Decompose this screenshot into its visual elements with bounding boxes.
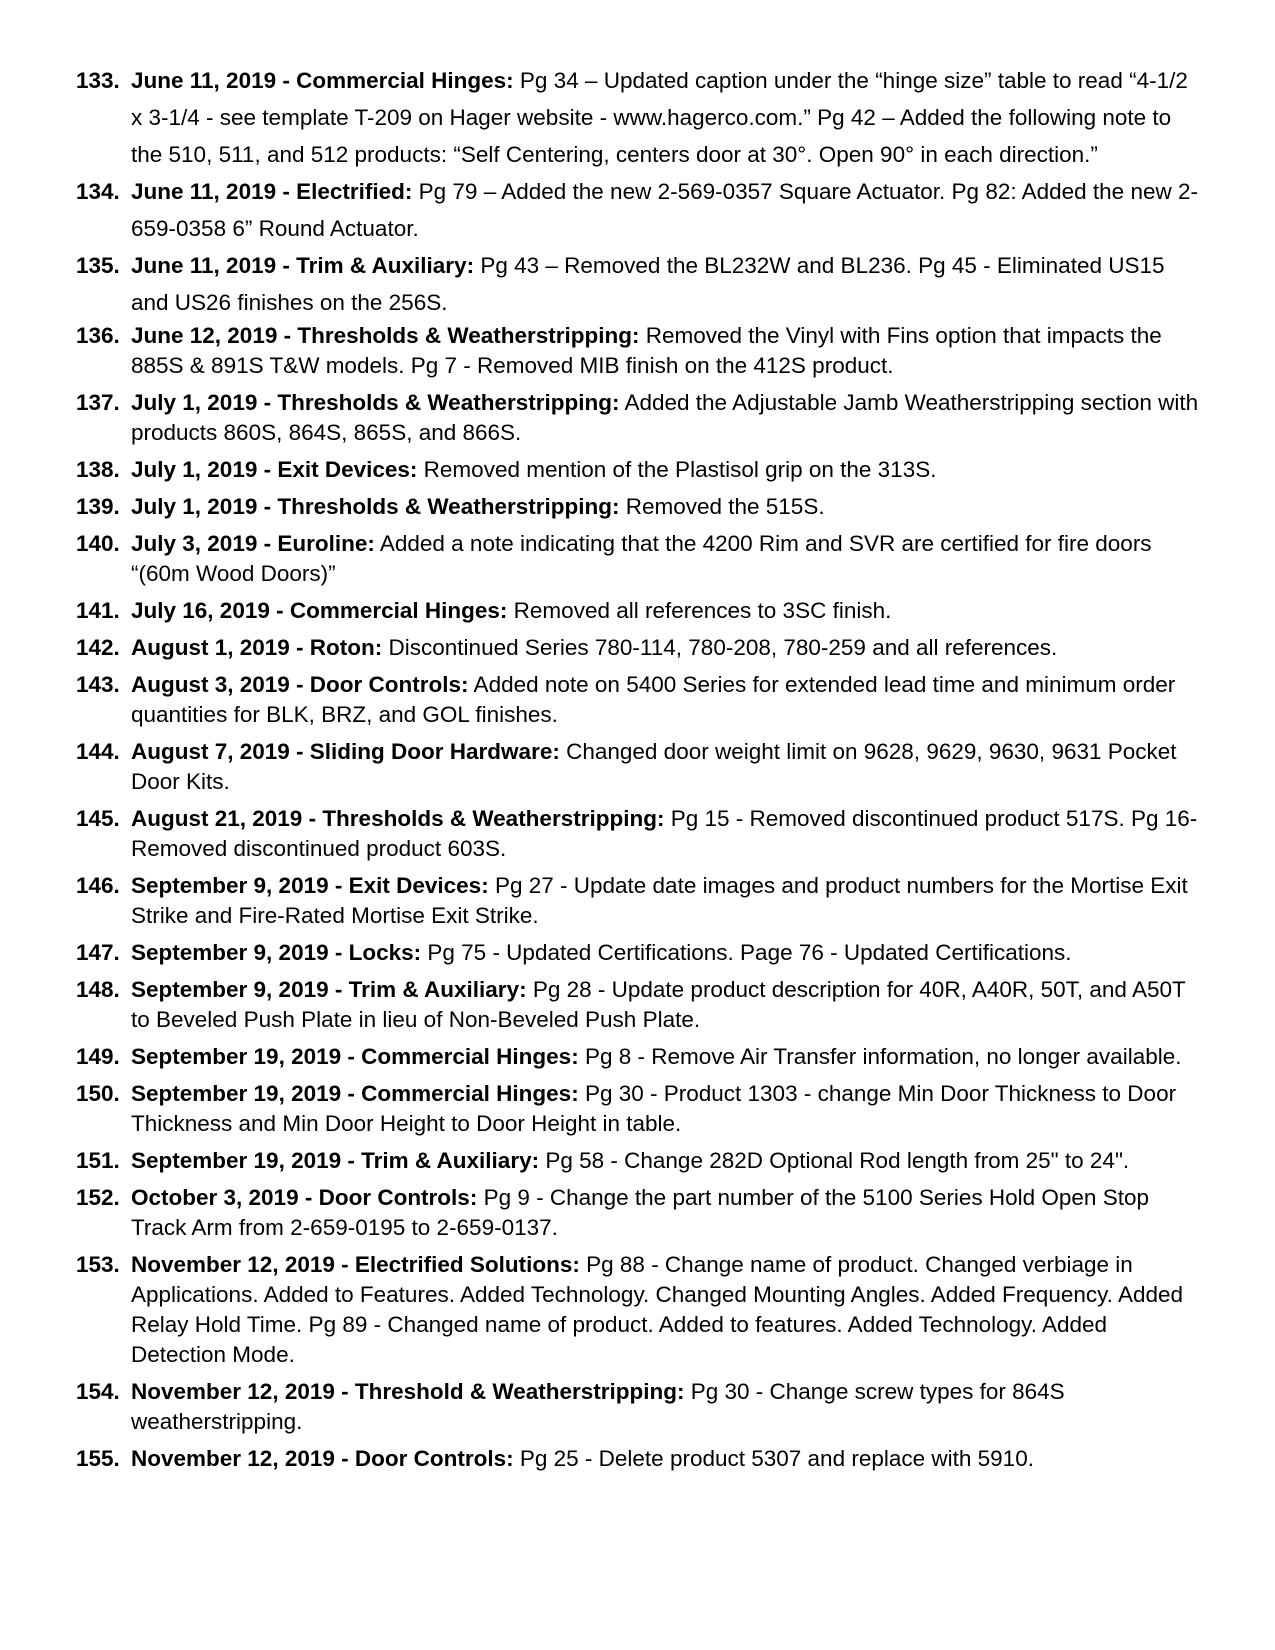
document-body xyxy=(0,62,1275,1481)
item-text: Pg 25 - Delete product 5307 and replace with 5910. xyxy=(513,1446,1034,1471)
list-item xyxy=(0,1079,1200,1139)
item-heading: September 9, 2019 - Trim & Auxiliary: xyxy=(131,977,527,1002)
item-text: Pg 58 - Change 282D Optional Rod length from 25" to 24". xyxy=(539,1148,1130,1173)
list-item xyxy=(0,975,1200,1035)
item-heading: November 12, 2019 - Threshold & Weatherstripping: xyxy=(131,1379,685,1404)
item-number: 133. xyxy=(76,68,120,93)
list-item xyxy=(0,529,1200,589)
item-text: Changed door weight limit on 9628, 9629, 9630, 9631 Pocket Door Kits. xyxy=(131,739,1177,794)
item-heading: November 12, 2019 - Door Controls: xyxy=(131,1446,514,1471)
item-heading: August 3, 2019 - Door Controls: xyxy=(131,672,469,697)
item-number: 144. xyxy=(76,739,120,764)
list-item xyxy=(0,388,1200,448)
item-heading: September 19, 2019 - Commercial Hinges: xyxy=(131,1044,579,1069)
item-number: 135. xyxy=(76,253,120,278)
list-item xyxy=(0,62,1200,173)
list-item xyxy=(0,1146,1200,1176)
item-number: 148. xyxy=(76,977,120,1002)
item-text: Pg 8 - Remove Air Transfer information, no longer available. xyxy=(578,1044,1182,1069)
item-number: 149. xyxy=(76,1044,120,1069)
list-item xyxy=(0,938,1200,968)
item-heading: June 11, 2019 - Commercial Hinges: xyxy=(131,68,514,93)
item-text: Pg 30 - Product 1303 - change Min Door Thickness to Door Thickness and Min Door Height to Door Height in table. xyxy=(131,1081,1177,1136)
item-text: Pg 27 - Update date images and product numbers for the Mortise Exit Strike and Fire-Rated Mortise Exit Strike. xyxy=(131,873,1188,928)
item-text: Pg 15 - Removed discontinued product 517S. Pg 16- Removed discontinued product 603S. xyxy=(131,806,1198,861)
item-heading: September 19, 2019 - Commercial Hinges: xyxy=(131,1081,579,1106)
item-number: 140. xyxy=(76,531,120,556)
item-number: 142. xyxy=(76,635,120,660)
item-heading: July 16, 2019 - Commercial Hinges: xyxy=(131,598,508,623)
item-number: 147. xyxy=(76,940,120,965)
list-item xyxy=(0,492,1200,522)
item-number: 137. xyxy=(76,390,120,415)
item-text: Removed the 515S. xyxy=(619,494,825,519)
list-item xyxy=(0,1183,1200,1243)
list-item xyxy=(0,804,1200,864)
item-text: Discontinued Series 780-114, 780-208, 780-259 and all references. xyxy=(382,635,1058,660)
item-number: 141. xyxy=(76,598,120,623)
item-number: 154. xyxy=(76,1379,120,1404)
list-item xyxy=(0,737,1200,797)
item-text: Removed the Vinyl with Fins option that impacts the 885S & 891S T&W models. Pg 7 - Removed MIB finish on the 412S product. xyxy=(131,323,1162,378)
item-text: Pg 79 – Added the new 2-569-0357 Square Actuator. Pg 82: Added the new 2-659-0358 6” Round Actuator. xyxy=(131,179,1198,241)
list-item xyxy=(0,173,1200,247)
item-text: Removed mention of the Plastisol grip on the 313S. xyxy=(417,457,937,482)
list-item xyxy=(0,1377,1200,1437)
item-text: Pg 34 – Updated caption under the “hinge size” table to read “4-1/2 x 3-1/4 - see template T-209 on Hager website - www.hagerco.com.” Pg 42 – Added the following note to the 510, 511, and 512 products: “Self Centering, centers door at 30°. Open 90° in each direction.” xyxy=(131,68,1188,167)
item-number: 134. xyxy=(76,179,120,204)
item-number: 152. xyxy=(76,1185,120,1210)
item-number: 153. xyxy=(76,1252,120,1277)
list-item xyxy=(0,596,1200,626)
item-heading: October 3, 2019 - Door Controls: xyxy=(131,1185,478,1210)
item-heading: November 12, 2019 - Electrified Solutions: xyxy=(131,1252,580,1277)
list-item xyxy=(0,633,1200,663)
list-item xyxy=(0,321,1200,381)
item-heading: June 11, 2019 - Electrified: xyxy=(131,179,413,204)
list-item xyxy=(0,1250,1200,1370)
item-text: Removed all references to 3SC finish. xyxy=(507,598,892,623)
item-number: 151. xyxy=(76,1148,120,1173)
item-number: 155. xyxy=(76,1446,120,1471)
item-number: 150. xyxy=(76,1081,120,1106)
item-heading: June 11, 2019 - Trim & Auxiliary: xyxy=(131,253,475,278)
item-heading: August 7, 2019 - Sliding Door Hardware: xyxy=(131,739,560,764)
item-text: Added note on 5400 Series for extended lead time and minimum order quantities for BLK, BRZ, and GOL finishes. xyxy=(131,672,1176,727)
item-text: Pg 9 - Change the part number of the 5100 Series Hold Open Stop Track Arm from 2-659-0195 to 2-659-0137. xyxy=(131,1185,1149,1240)
item-heading: July 1, 2019 - Exit Devices: xyxy=(131,457,418,482)
list-item xyxy=(0,455,1200,485)
item-number: 139. xyxy=(76,494,120,519)
item-number: 138. xyxy=(76,457,120,482)
item-heading: July 1, 2019 - Thresholds & Weatherstripping: xyxy=(131,390,620,415)
item-heading: September 19, 2019 - Trim & Auxiliary: xyxy=(131,1148,540,1173)
list-item xyxy=(0,1444,1200,1474)
item-heading: September 9, 2019 - Exit Devices: xyxy=(131,873,489,898)
item-text: Pg 88 - Change name of product. Changed verbiage in Applications. Added to Features. Added Technology. Changed Mounting Angles. Added Frequency. Added Relay Hold Time. Pg 89 - Changed name of product. Added to features. Added Technology. Added Detection Mode. xyxy=(131,1252,1184,1367)
item-heading: June 12, 2019 - Thresholds & Weatherstripping: xyxy=(131,323,640,348)
item-text: Added the Adjustable Jamb Weatherstripping section with products 860S, 864S, 865S, and 866S. xyxy=(131,390,1199,445)
item-text: Added a note indicating that the 4200 Rim and SVR are certified for fire doors “(60m Wood Doors)” xyxy=(131,531,1152,586)
item-heading: August 21, 2019 - Thresholds & Weatherstripping: xyxy=(131,806,665,831)
item-text: Pg 30 - Change screw types for 864S weatherstripping. xyxy=(131,1379,1065,1434)
list-item xyxy=(0,247,1200,321)
list-item xyxy=(0,871,1200,931)
item-text: Pg 43 – Removed the BL232W and BL236. Pg 45 - Eliminated US15 and US26 finishes on the 256S. xyxy=(131,253,1165,315)
item-heading: August 1, 2019 - Roton: xyxy=(131,635,383,660)
item-text: Pg 75 - Updated Certifications. Page 76 - Updated Certifications. xyxy=(421,940,1072,965)
item-text: Pg 28 - Update product description for 40R, A40R, 50T, and A50T to Beveled Push Plate in lieu of Non-Beveled Push Plate. xyxy=(131,977,1186,1032)
item-heading: July 1, 2019 - Thresholds & Weatherstripping: xyxy=(131,494,620,519)
item-number: 136. xyxy=(76,323,120,348)
list-item xyxy=(0,670,1200,730)
item-heading: September 9, 2019 - Locks: xyxy=(131,940,422,965)
item-heading: July 3, 2019 - Euroline: xyxy=(131,531,375,556)
item-number: 146. xyxy=(76,873,120,898)
item-number: 143. xyxy=(76,672,120,697)
item-number: 145. xyxy=(76,806,120,831)
list-item xyxy=(0,1042,1200,1072)
